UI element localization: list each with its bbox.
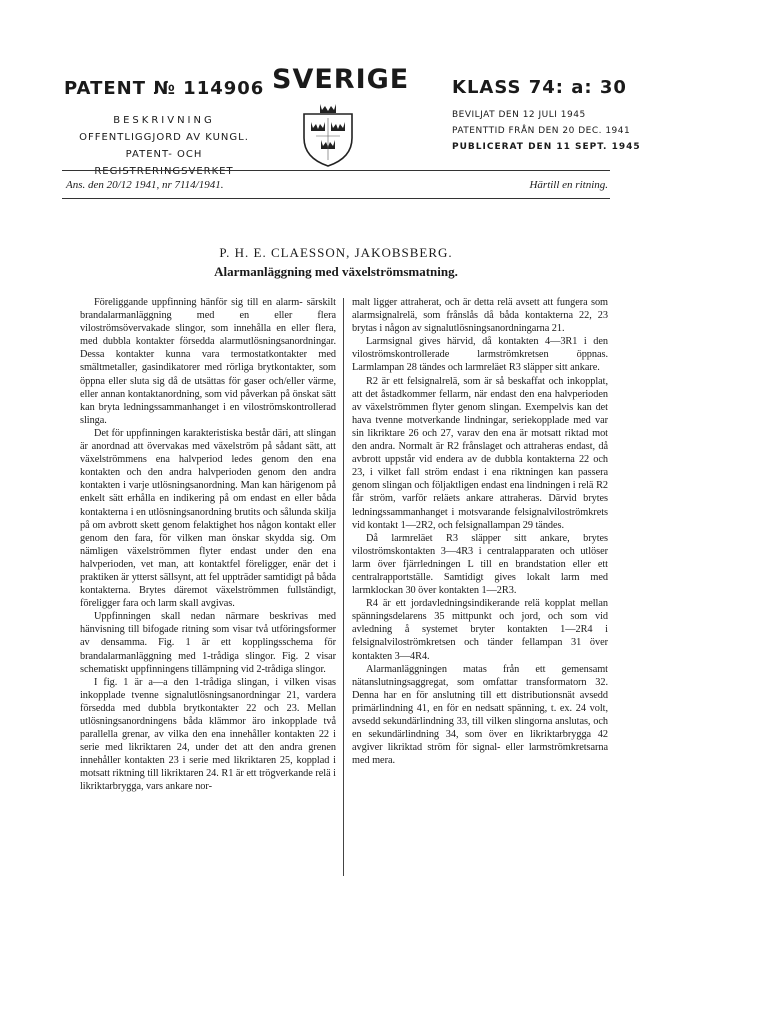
date-line: PUBLICERAT DEN 11 SEPT. 1945: [452, 142, 641, 152]
paragraph: Det för uppfinningen karakteristiska består däri, att slingan är anordnad att övervakas med växelström på sådant sätt, att växelströmmens ena halvperiod ledes genom den ena kontakten och den andra halvperioden genom den andra kontakten i varje utlösningsanordning. Man kan härigenom på enkelt sätt erhålla en indikering på om endast en eller båda kontakterna i en utlösningsanordning brutits och sålunda skilja på om avbrott skett genom felaktighet hos någon kontakt eller genom den fara, för vilken man önskar skydda sig. Om nämligen växelströmmen flyter endast under den ena halvperioden, vet man, att kontaktfel föreligger, enär det i praktiken är ytterst sällsynt, att fel uppträder samtidigt på båda kontakterna. Brytes däremot växelströmmen fullständigt, föreligger fara och larm skall avgivas.: [80, 427, 336, 610]
patent-title: Alarmanläggning med växelströmsmatning.: [214, 264, 458, 279]
country-name: SVERIGE: [272, 64, 410, 95]
column-divider: [343, 298, 344, 876]
paragraph: I fig. 1 är a—a den 1-trådiga slingan, i vilken visas inkopplade tvenne signalutlösningsanordningar 21, vardera försedda med dubbla brytkontakter 22 och 23. Mellan utlösningsanordningens båda klämmor äro inkopplade två parallella grenar, av vilka den ena innehåller kontakten 22 i serie med likriktaren 24, under det att den andra grenen innehåller kontakten 23 i serie med likriktaren 25, kopplad i motsatt riktning till likriktaren 24. R1 är ett trögverkande relä i likriktarbrygga, vars ankare nor-: [80, 676, 336, 793]
right-column: [352, 296, 608, 767]
paragraph: malt ligger attraherat, och är detta relä avsett att fungera som alarmsignalrelä, som frånslås då båda kontakterna 22, 23 brytas i någon av signalutlösningsanordningarna 21.: [352, 297, 608, 335]
paragraph: R2 är ett felsignalrelä, som är så beskaffat och inkopplat, att det åstadkommer fellarm, när endast den ena halvperioden av växelströmmen flyter genom slingan. Exempelvis kan det hava tvenne motverkande lindningar, seriekopplade med var sin likriktare 26 och 27, varav den ena är motsatt riktad mot den andra. Normalt är R2 frånslaget och attraheras endast, då avbrott uppstår vid endera av de dubbla kontakterna 22 och 23, i vilket fall ström endast i ena riktningen kan passera genom slingan och följaktligen endast ena lindningen i relä R2 får ström, varför reläets ankare attraheras. Därvid brytes ledningssammanhanget i motsvarande felsignalviloströmkrets vid kontakt 1—2R2, och felsignallampan 29 tändes.: [352, 375, 608, 531]
date-line: PATENTTID FRÅN DEN 20 DEC. 1941: [452, 126, 631, 136]
paragraph: R4 är ett jordavledningsindikerande relä kopplat mellan spänningsdelarens 35 mittpunkt och jord, och som vid avledning å systemet bryter kontakten 1—2R4 i felsignalviloströmkretsen och tänder fellampan 31 över kontakten 3—4R4.: [352, 598, 608, 662]
patent-dates: [452, 107, 641, 155]
header-rule-top: [62, 170, 610, 171]
agency-line: PATENT- OCH REGISTRERINGSVERKET: [94, 149, 234, 177]
agency-line: BESKRIVNING: [113, 115, 215, 126]
three-crowns-crest-icon: [298, 100, 358, 168]
inventor-name: P. H. E. CLAESSON, JAKOBSBERG.: [219, 245, 453, 260]
paragraph: Alarmanläggningen matas från ett gemensamt nätanslutningsaggregat, som omfattar transformatorn 32. Denna har en för anslutning till ett distributionsnät avsedd primärlindning 41, en för en nedsatt spänning, t. ex. 24 volt, avsedd sekundärlindning 33, till vilken slingorna anslutas, och en sekundärlindning 34, som över en likriktarbrygga 42 avgiver likriktad ström för signal- eller larmströmkretsarna med mera.: [352, 663, 608, 767]
patent-number: PATENT № 114906: [64, 78, 265, 99]
drawing-reference: Härtill en ritning.: [529, 179, 608, 191]
date-line: BEVILJAT DEN 12 JULI 1945: [452, 110, 586, 120]
paragraph: Larmsignal gives härvid, då kontakten 4—3R1 i den viloströmskontrollerade larmströmkretsen öppnas. Larmlampan 28 tändes och larmreläet R3 släpper sitt ankare.: [352, 336, 608, 374]
left-column: [80, 296, 336, 794]
application-reference: Ans. den 20/12 1941, nr 7114/1941.: [66, 179, 224, 191]
agency-line: OFFENTLIGGJORD AV KUNGL.: [79, 132, 249, 143]
header-rule-bottom: [62, 198, 610, 199]
paragraph: Då larmreläet R3 släpper sitt ankare, brytes viloströmskontakten 3—4R3 i centralapparaten och utlöser larm över fjärrledningen L till en brandstation eller ett centralrapportställe. Samtidigt gives lokalt larm med larmklockan 30 över kontakten 1—2R3.: [352, 532, 608, 597]
paragraph: Föreliggande uppfinning hänför sig till en alarm- särskilt brandalarmanläggning med en eller flera viloströmsövervakade slingor, som innehålla en eller flera, med dubbla kontakter försedda alarmutlösningsanordningar. Dessa kontakter kunna vara termostatkontakter med smältmetaller, gasindikatorer med rörliga brytkontakter, som öppna eller sluta sig då de utsättas för gaser och/eller värme, eller annan kontaktanordning, som vid påverkan på önskat sätt kan bryta ledningssammanhanget i en viloströmskontrollerad slinga.: [80, 297, 336, 426]
paragraph: Uppfinningen skall nedan närmare beskrivas med hänvisning till bifogade ritning som visar två utföringsformer av densamma. Fig. 1 är ett kopplingsschema för brandalarmanläggning med 1-trådiga slingor. Fig. 2 visar schematiskt uppfinningens tillämpning vid 2-trådiga slingor.: [80, 611, 336, 675]
patent-class: KLASS 74: a: 30: [452, 77, 627, 98]
